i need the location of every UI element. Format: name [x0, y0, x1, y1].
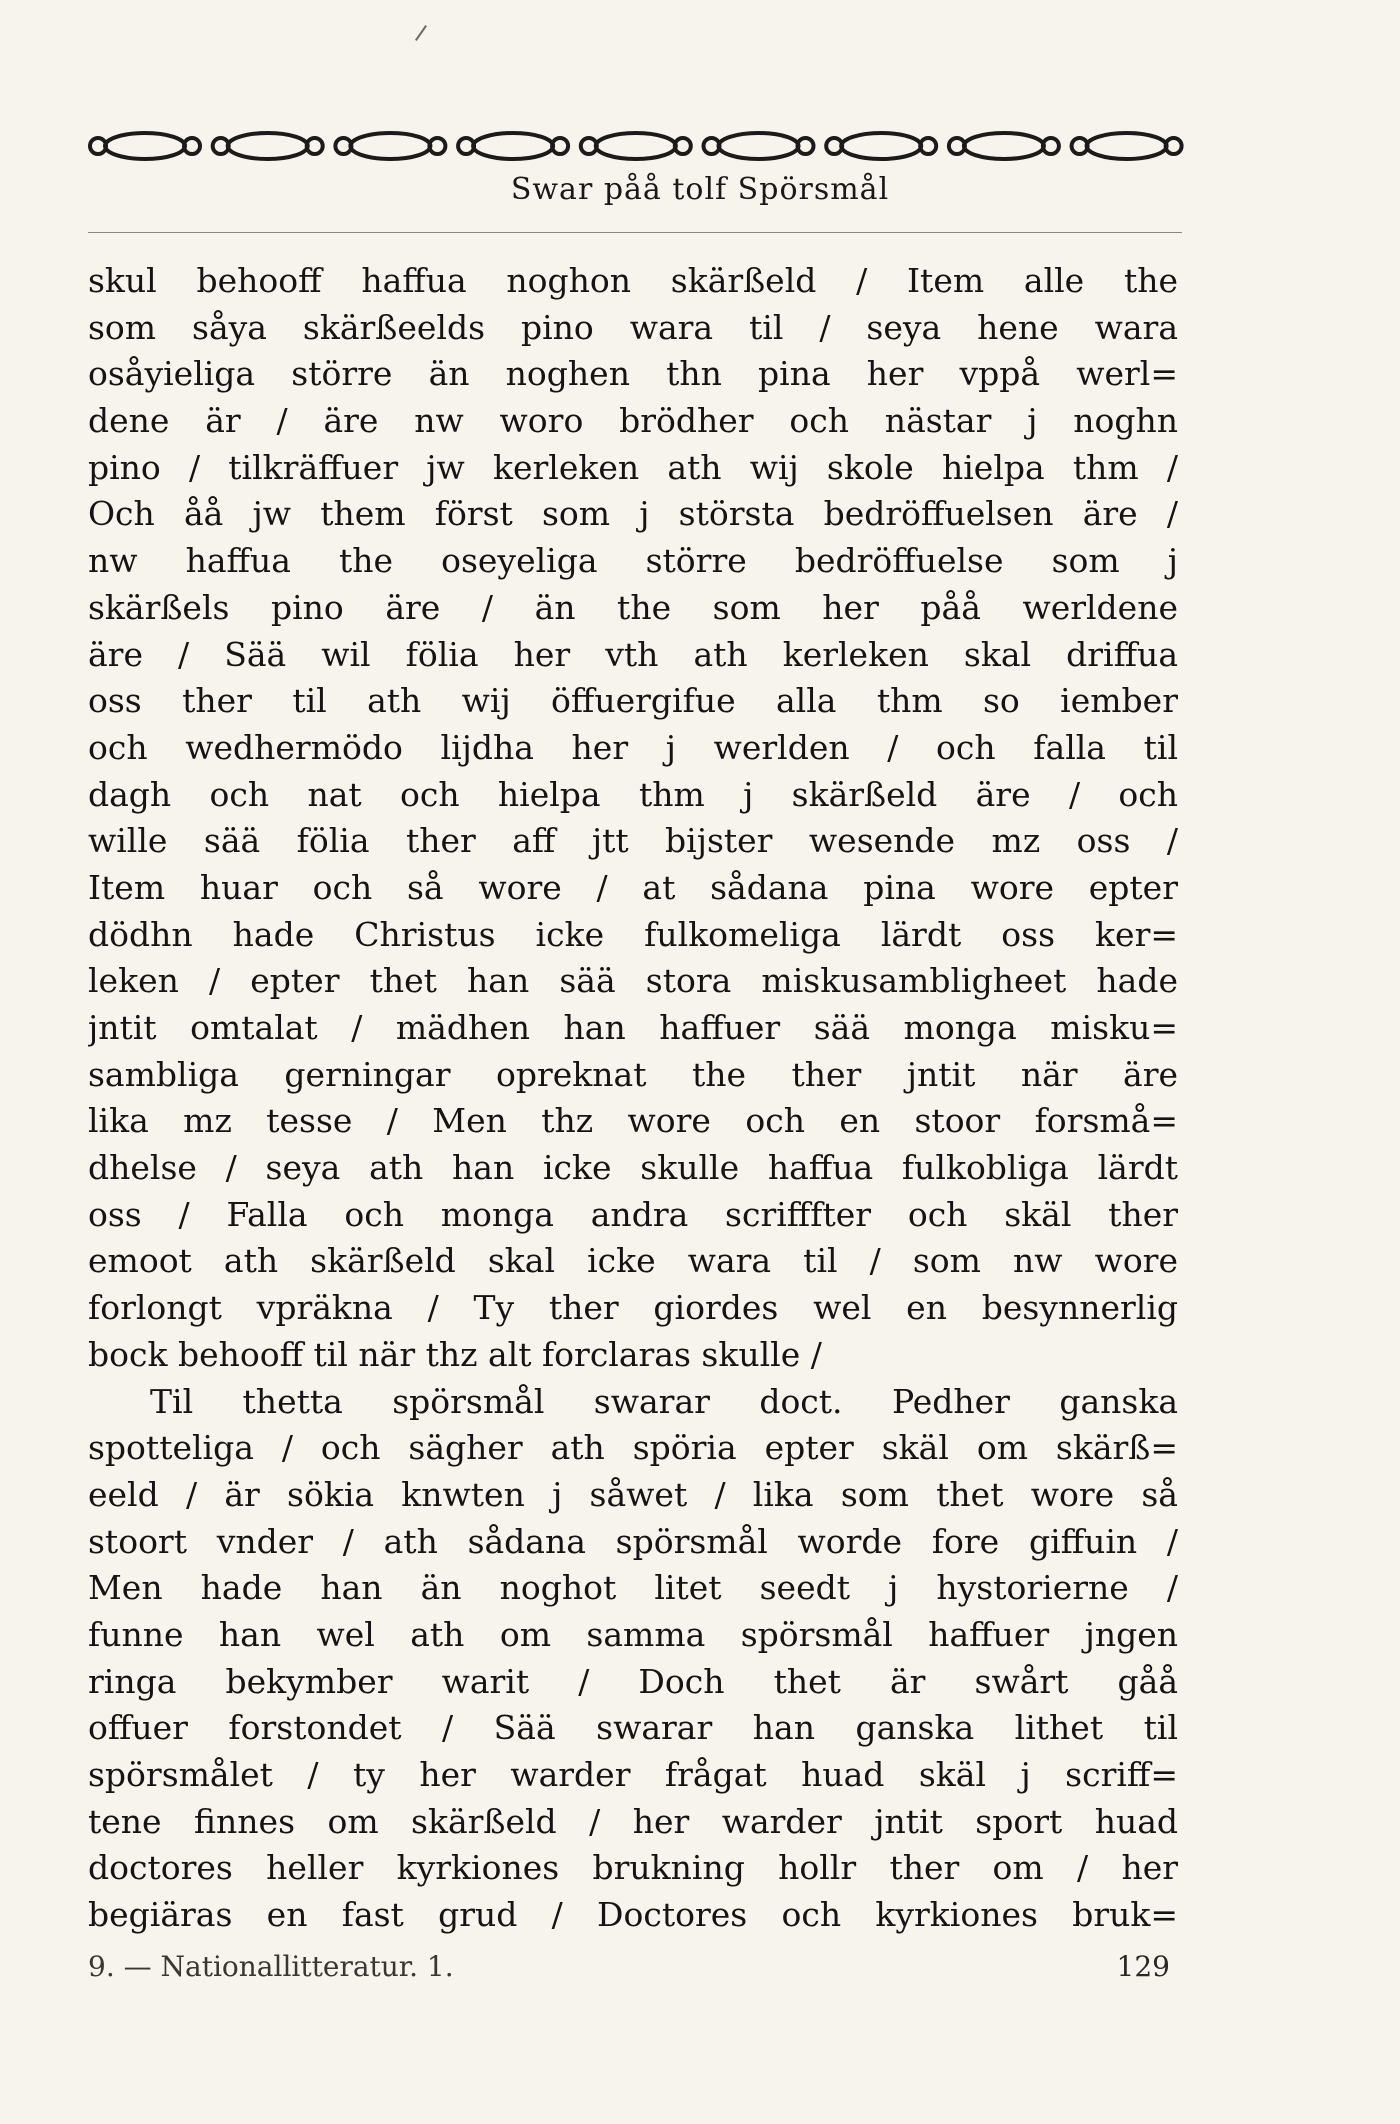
text-line: tene finnes om skärßeld / her warder jntit sport huad — [88, 1801, 1178, 1841]
print-speck — [415, 25, 427, 41]
ornament-unit — [826, 133, 936, 159]
ornament-unit — [90, 133, 200, 159]
ornament-unit — [458, 133, 568, 159]
printer-signature: 9. — Nationallitteratur. 1. — [88, 1950, 454, 1983]
text-line: stoort vnder / ath sådana spörsmål worde fore giffuin / — [88, 1521, 1178, 1561]
text-line: skul behooff haffua noghon skärßeld / Item alle the — [88, 261, 1178, 300]
text-line: forlongt vpräkna / Ty ther giordes wel en besynnerlig — [88, 1288, 1178, 1328]
text-line: och wedhermödo lijdha her j werlden / och falla til — [88, 727, 1178, 767]
text-line: leken / epter thet han sää stora miskusambligheet hade — [88, 961, 1178, 1001]
ornament-unit — [581, 133, 691, 159]
text-line: nw haffua the oseyeliga större bedröffuelse som j — [88, 541, 1178, 581]
running-title: Swar påå tolf Spörsmål — [510, 172, 890, 207]
text-line: äre / Sää wil fölia her vth ath kerleken skal driffua — [88, 634, 1178, 674]
ornament-unit — [335, 133, 445, 159]
page-number: 129 — [1116, 1950, 1170, 1983]
paragraph-end-line: bock behooff til när thz alt forclaras skulle / — [88, 1334, 822, 1374]
text-line: skärßels pino äre / än the som her påå werldene — [88, 587, 1178, 627]
text-line: dödhn hade Christus icke fulkomeliga lärdt oss ker= — [88, 914, 1178, 954]
text-line: som såya skärßeelds pino wara til / seya hene wara — [88, 307, 1178, 347]
text-line: spörsmålet / ty her warder frågat huad skäl j scriff= — [88, 1755, 1178, 1794]
text-line: dene är / äre nw woro brödher och nästar j noghn — [88, 401, 1178, 441]
ornament-unit — [1072, 133, 1182, 159]
header-rule — [88, 232, 1182, 233]
text-line: emoot ath skärßeld skal icke wara til / som nw wore — [88, 1241, 1178, 1281]
text-line: eeld / är sökia knwten j såwet / lika som thet wore så — [88, 1474, 1178, 1514]
text-line: Och åå jw them först som j största bedröffuelsen äre / — [88, 494, 1178, 534]
text-line: wille sää fölia ther aff jtt bijster wesende mz oss / — [88, 821, 1178, 861]
text-line: jntit omtalat / mädhen han haffuer sää monga misku= — [88, 1008, 1178, 1047]
paragraph-start-line: Til thetta spörsmål swarar doct. Pedher ganska — [150, 1381, 1178, 1421]
text-line: dagh och nat och hielpa thm j skärßeld äre / och — [88, 774, 1178, 814]
ornament-unit — [704, 133, 814, 159]
text-line: dhelse / seya ath han icke skulle haffua fulkobliga lärdt — [88, 1148, 1178, 1188]
text-line: offuer forstondet / Sää swarar han ganska lithet til — [88, 1708, 1178, 1748]
text-line: pino / tilkräffuer jw kerleken ath wij skole hielpa thm / — [88, 447, 1178, 487]
text-line: Item huar och så wore / at sådana pina wore epter — [88, 867, 1178, 907]
text-line: osåyieliga större än noghen thn pina her vppå werl= — [88, 354, 1178, 394]
ornament-unit — [949, 133, 1059, 159]
text-line: sambliga gerningar opreknat the ther jntit när äre — [88, 1054, 1178, 1094]
text-line: doctores heller kyrkiones brukning hollr ther om / her — [88, 1848, 1178, 1888]
text-line: spotteliga / och sägher ath spöria epter skäl om skärß= — [88, 1428, 1178, 1468]
ornament-unit — [213, 133, 323, 159]
text-line: begiäras en fast grud / Doctores och kyrkiones bruk= — [88, 1895, 1178, 1935]
ornamental-header-band — [84, 124, 1188, 168]
text-line: oss ther til ath wij öffuergifue alla thm so iember — [88, 681, 1178, 721]
text-line: lika mz tesse / Men thz wore och en stoor forsmå= — [88, 1101, 1178, 1141]
text-line: Men hade han än noghot litet seedt j hystorierne / — [88, 1568, 1178, 1608]
text-line: oss / Falla och monga andra scrifffter och skäl ther — [88, 1194, 1178, 1234]
text-line: ringa bekymber warit / Doch thet är swårt gåå — [88, 1661, 1178, 1701]
text-line: funne han wel ath om samma spörsmål haffuer jngen — [88, 1614, 1178, 1654]
body-text — [88, 258, 1178, 1939]
